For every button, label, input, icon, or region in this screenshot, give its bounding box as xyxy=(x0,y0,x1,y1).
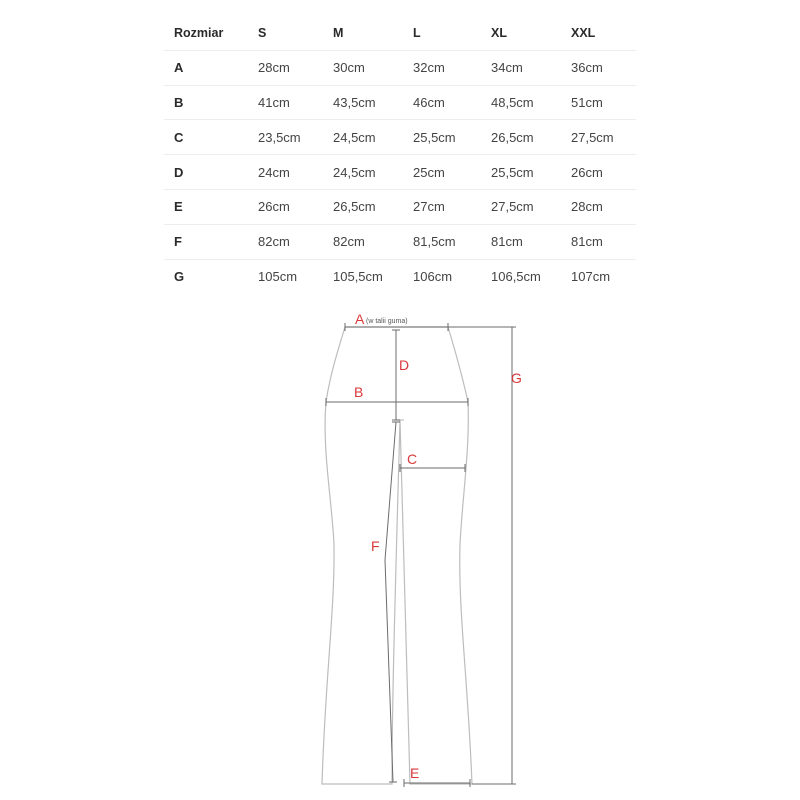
table-cell: 81,5cm xyxy=(413,224,491,259)
table-cell: 51cm xyxy=(571,85,636,120)
table-cell: 30cm xyxy=(333,50,413,85)
measure-label-b: B xyxy=(354,384,364,400)
table-cell: 82cm xyxy=(333,224,413,259)
table-cell: 28cm xyxy=(258,50,333,85)
table-cell: 105cm xyxy=(258,259,333,293)
table-cell: 27,5cm xyxy=(571,120,636,155)
measure-note-a: (w talii guma) xyxy=(366,318,408,325)
pants-outline-right-leg xyxy=(400,327,472,784)
table-cell: 81cm xyxy=(491,224,571,259)
table-cell: 23,5cm xyxy=(258,120,333,155)
table-cell: 24,5cm xyxy=(333,120,413,155)
table-cell: 26cm xyxy=(571,155,636,190)
measure-label-c: C xyxy=(407,451,418,467)
header-cell-s: S xyxy=(258,25,267,40)
row-label: A xyxy=(164,50,258,85)
table-cell: 82cm xyxy=(258,224,333,259)
table-cell: 106cm xyxy=(413,259,491,293)
table-cell: 27,5cm xyxy=(491,189,571,224)
table-cell: 43,5cm xyxy=(333,85,413,120)
table-cell: 48,5cm xyxy=(491,85,571,120)
table-cell: 25,5cm xyxy=(413,120,491,155)
header-cell-l: L xyxy=(413,25,421,40)
measure-label-e: E xyxy=(410,765,420,781)
table-cell: 46cm xyxy=(413,85,491,120)
measure-label-a: A xyxy=(355,311,365,327)
table-cell: 34cm xyxy=(491,50,571,85)
row-label: E xyxy=(164,189,258,224)
row-label: D xyxy=(164,155,258,190)
table-cell: 107cm xyxy=(571,259,636,293)
header-cell-size: Rozmiar xyxy=(174,25,224,40)
table-cell: 24cm xyxy=(258,155,333,190)
table-cell: 36cm xyxy=(571,50,636,85)
table-cell: 41cm xyxy=(258,85,333,120)
measure-label-d: D xyxy=(399,357,410,373)
row-label: F xyxy=(164,224,258,259)
table-cell: 81cm xyxy=(571,224,636,259)
measure-label-g: G xyxy=(511,370,522,386)
measure-line-f xyxy=(385,422,396,782)
table-cell: 25,5cm xyxy=(491,155,571,190)
table-cell: 26cm xyxy=(258,189,333,224)
table-cell: 106,5cm xyxy=(491,259,571,293)
row-label: G xyxy=(164,259,258,293)
table-cell: 26,5cm xyxy=(491,120,571,155)
table-cell: 25cm xyxy=(413,155,491,190)
row-label: C xyxy=(164,120,258,155)
header-cell-m: M xyxy=(333,25,344,40)
table-cell: 24,5cm xyxy=(333,155,413,190)
table-cell: 32cm xyxy=(413,50,491,85)
table-cell: 105,5cm xyxy=(333,259,413,293)
header-cell-xl: XL xyxy=(491,25,507,40)
measure-label-f: F xyxy=(371,538,380,554)
table-cell: 28cm xyxy=(571,189,636,224)
header-cell-xxl: XXL xyxy=(571,25,596,40)
table-cell: 26,5cm xyxy=(333,189,413,224)
table-cell: 27cm xyxy=(413,189,491,224)
row-label: B xyxy=(164,85,258,120)
